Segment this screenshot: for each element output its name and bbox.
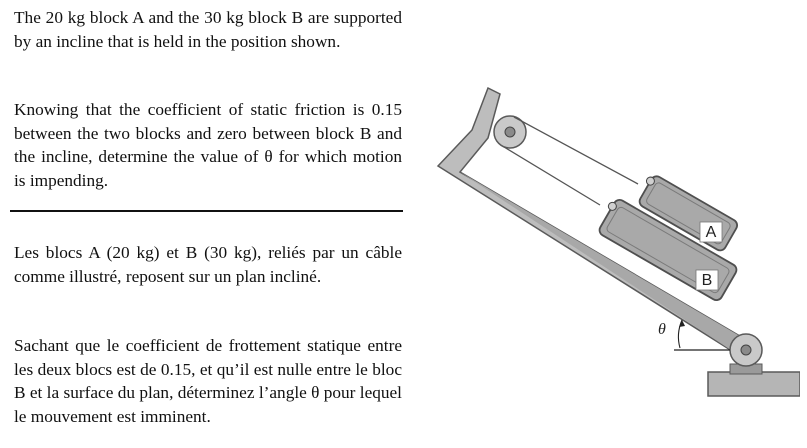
hinge-pulley-hub (741, 345, 751, 355)
problem-en-paragraph-2: Knowing that the coefficient of static friction is 0.15 between the two blocks and zero between block B and the incline, determine the value of θ for which motion is impending. (14, 100, 402, 190)
problem-fr-paragraph-1: Les blocs A (20 kg) et B (30 kg), reliés par un câble comme illustré, reposent sur un plan incliné. (14, 243, 402, 286)
cable-upper (514, 117, 638, 184)
incline-figure (430, 80, 800, 400)
problem-fr-paragraph-2: Sachant que le coefficient de frottement statique entre les deux blocs est de 0.15, et qu’il est nulle entre le bloc B et la surface du plan, déterminez l’angle θ pour lequel le mouvement est imminent. (14, 336, 402, 426)
top-pulley-hub (505, 127, 515, 137)
language-divider (10, 210, 403, 212)
block-a-label: A (705, 224, 717, 241)
ground-support (708, 372, 800, 396)
block-b-label: B (701, 272, 713, 289)
incline-diagram (430, 80, 800, 400)
angle-theta-label: θ (658, 321, 666, 338)
problem-en-paragraph-1: The 20 kg block A and the 30 kg block B are supported by an incline that is held in the position shown. (14, 8, 402, 51)
